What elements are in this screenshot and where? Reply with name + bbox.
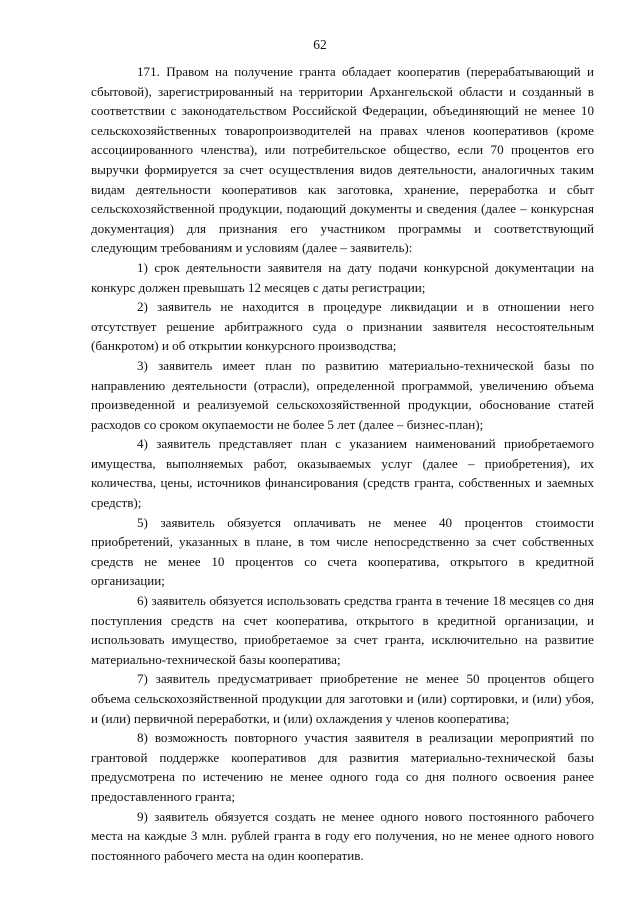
list-item-6: 6) заявитель обязуется использовать средства гранта в течение 18 месяцев со дня поступления средств на счет кооператива, открытого в кредитной организации, и использовать имущество, приобретаемое за счет гранта, исключительно на развитие материально-технической базы кооператива; (91, 593, 594, 667)
list-item-2: 2) заявитель не находится в процедуре ликвидации и в отношении него отсутствует решение арбитражного суда о признании заявителя несостоятельным (банкротом) и об открытии конкурсного производства; (91, 299, 594, 354)
list-item-9: 9) заявитель обязуется создать не менее одного нового постоянного рабочего места на каждые 3 млн. рублей гранта в году его получения, но не менее одного нового постоянного рабочего места на один кооператив. (91, 808, 594, 863)
paragraph-171: 171. Правом на получение гранта обладает кооператив (перерабатывающий и сбытовой), зарегистрированный на территории Архангельской области и созданный в соответствии с законодательством Российской Федерации, объединяющий не менее 10 сельскохозяйственных товаропроизводителей на правах членов кооперативов (кроме ассоциированного членства), или потребительское общество, если 70 процентов его выручки формируется за счет осуществления видов деятельности, аналогичных таким видам деятельности кооперативов как заготовка, хранение, переработка и сбыт сельскохозяйственной продукции, подающий документы и сведения (далее – конкурсная документация) для признания его участником программы и соответствующий следующим требованиям и условиям (далее – заявитель): (91, 64, 594, 256)
list-item-1: 1) срок деятельности заявителя на дату подачи конкурсной документации на конкурс должен превышать 12 месяцев с даты регистрации; (91, 259, 594, 295)
list-item-8: 8) возможность повторного участия заявителя в реализации мероприятий по грантовой поддержке кооперативов для развития материально-технической базы предусмотрена по истечению не менее одного года со дня полного освоения ранее предоставленного гранта; (91, 730, 594, 804)
page-number: 62 (313, 37, 327, 52)
list-item-5: 5) заявитель обязуется оплачивать не менее 40 процентов стоимости приобретений, указанных в плане, в том числе непосредственно за счет собственных средств не менее 10 процентов со счета кооператива, открытого в кредитной организации; (91, 514, 594, 589)
list-item-4: 4) заявитель представляет план с указанием наименований приобретаемого имущества, выполняемых работ, оказываемых услуг (далее – приобретения), их количества, цены, источников финансирования (средств гранта, собственных и заемных средств); (91, 436, 594, 511)
document-body (91, 62, 594, 865)
list-item-7: 7) заявитель предусматривает приобретение не менее 50 процентов общего объема сельскохозяйственной продукции для заготовки и (или) сортировки, и (или) убоя, и (или) первичной переработки, и (или) охлаждения у членов кооператива; (91, 671, 594, 726)
list-item-3: 3) заявитель имеет план по развитию материально-технической базы по направлению деятельности (отрасли), определенной программой, увеличению объема произведенной и реализуемой сельскохозяйственной продукции, обоснование статей расходов со сроком окупаемости не более 5 лет (далее – бизнес-план); (91, 357, 594, 432)
